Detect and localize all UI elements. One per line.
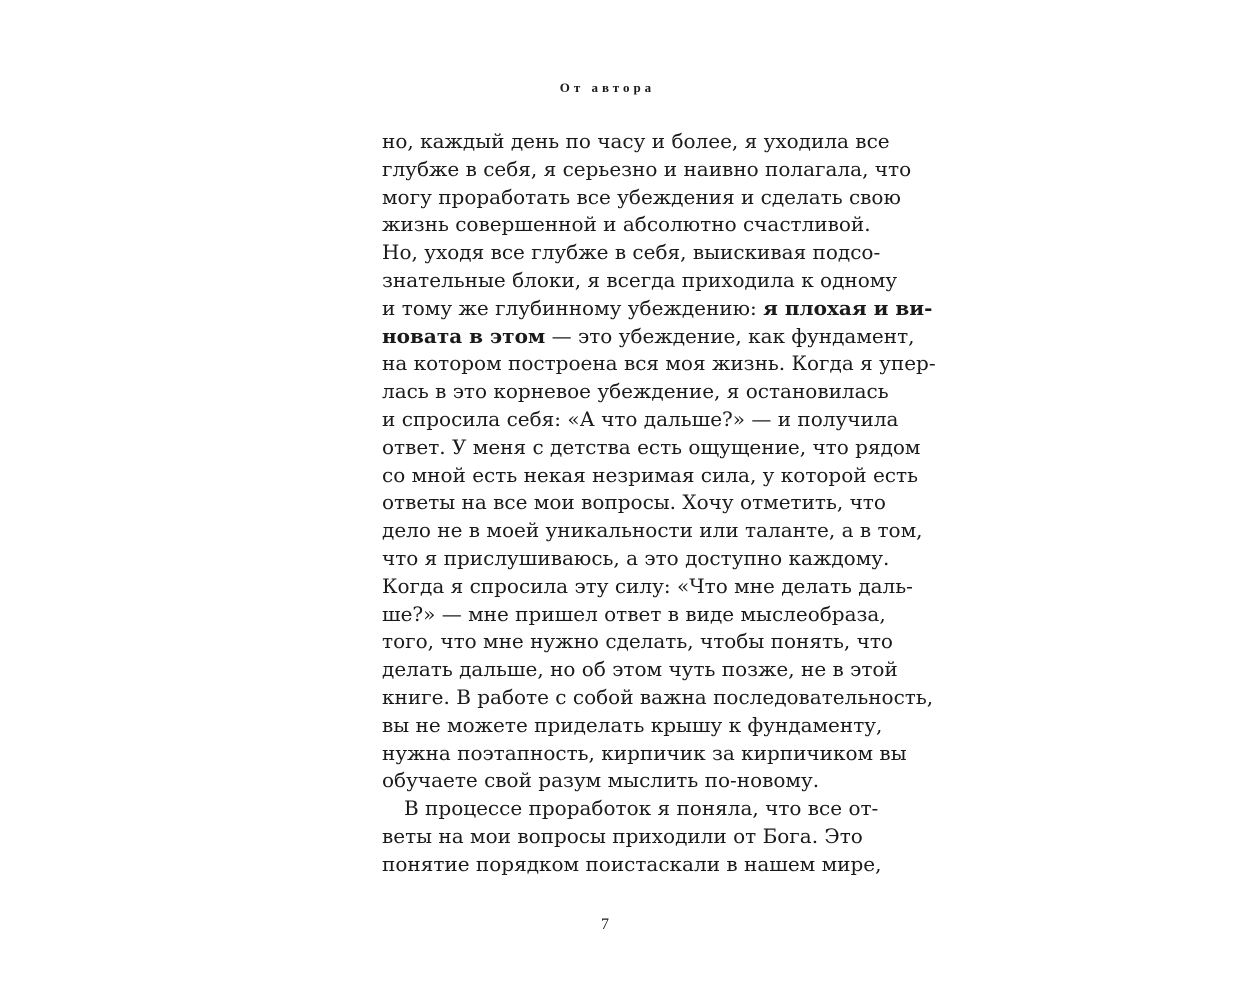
text-line: дело не в моей уникальности или таланте, а в том, (382, 518, 923, 543)
text-line: ответы на все мои вопросы. Хочу отметить, что (382, 490, 886, 515)
text-line: жизнь совершенной и абсолютно счастливой. (382, 212, 871, 237)
text-line: нужна поэтапность, кирпичик за кирпичиком вы (382, 740, 907, 765)
text-line: со мной есть некая незримая сила, у которой есть (382, 462, 918, 487)
text-line: что я прислушиваюсь, а это доступно каждому. (382, 545, 890, 570)
body-text (382, 128, 936, 879)
text-line: знательные блоки, я всегда приходила к одному (382, 267, 898, 292)
text-line: делать дальше, но об этом чуть позже, не в этой (382, 657, 898, 682)
text-line: веты на мои вопросы приходили от Бога. Это (382, 823, 863, 848)
text-line: и спросила себя: «А что дальше?» — и получила (382, 406, 899, 431)
text-line: Но, уходя все глубже в себя, выискивая подсо- (382, 240, 881, 265)
bold-phrase: я плохая и ви- (763, 295, 933, 320)
text-run: и тому же глубинному убеждению: (382, 295, 764, 320)
page-number: 7 (601, 916, 609, 933)
running-head-title: От автора (559, 80, 656, 95)
text-line: на котором построена вся моя жизнь. Когда я упер- (382, 351, 936, 376)
text-line: вы не можете приделать крышу к фундаменту, (382, 712, 883, 737)
text-line: но, каждый день по часу и более, я уходила все (382, 129, 890, 153)
text-line: лась в это корневое убеждение, я остановилась (382, 379, 889, 404)
text-line: ответ. У меня с детства есть ощущение, что рядом (382, 434, 921, 459)
text-line: могу проработать все убеждения и сделать свою (382, 184, 901, 209)
bold-phrase: новата в этом (382, 323, 546, 348)
text-line: обучаете свой разум мыслить по-новому. (382, 768, 820, 793)
text-line: ше?» — мне пришел ответ в виде мыслеобраза, (382, 601, 886, 626)
text-line: глубже в себя, я серьезно и наивно полагала, что (382, 156, 912, 181)
text-line: книге. В работе с собой важна последовательность, (382, 684, 934, 709)
text-line: того, что мне нужно сделать, чтобы понять, что (382, 629, 893, 654)
text-line: Когда я спросила эту силу: «Что мне делать даль- (382, 573, 913, 598)
text-line (382, 323, 915, 351)
text-line: В процессе проработок я поняла, что все от- (404, 796, 879, 821)
text-line: понятие порядком поистаскали в нашем мире, (382, 851, 882, 876)
text-line (382, 295, 933, 323)
text-run: — это убеждение, как фундамент, (545, 323, 915, 348)
